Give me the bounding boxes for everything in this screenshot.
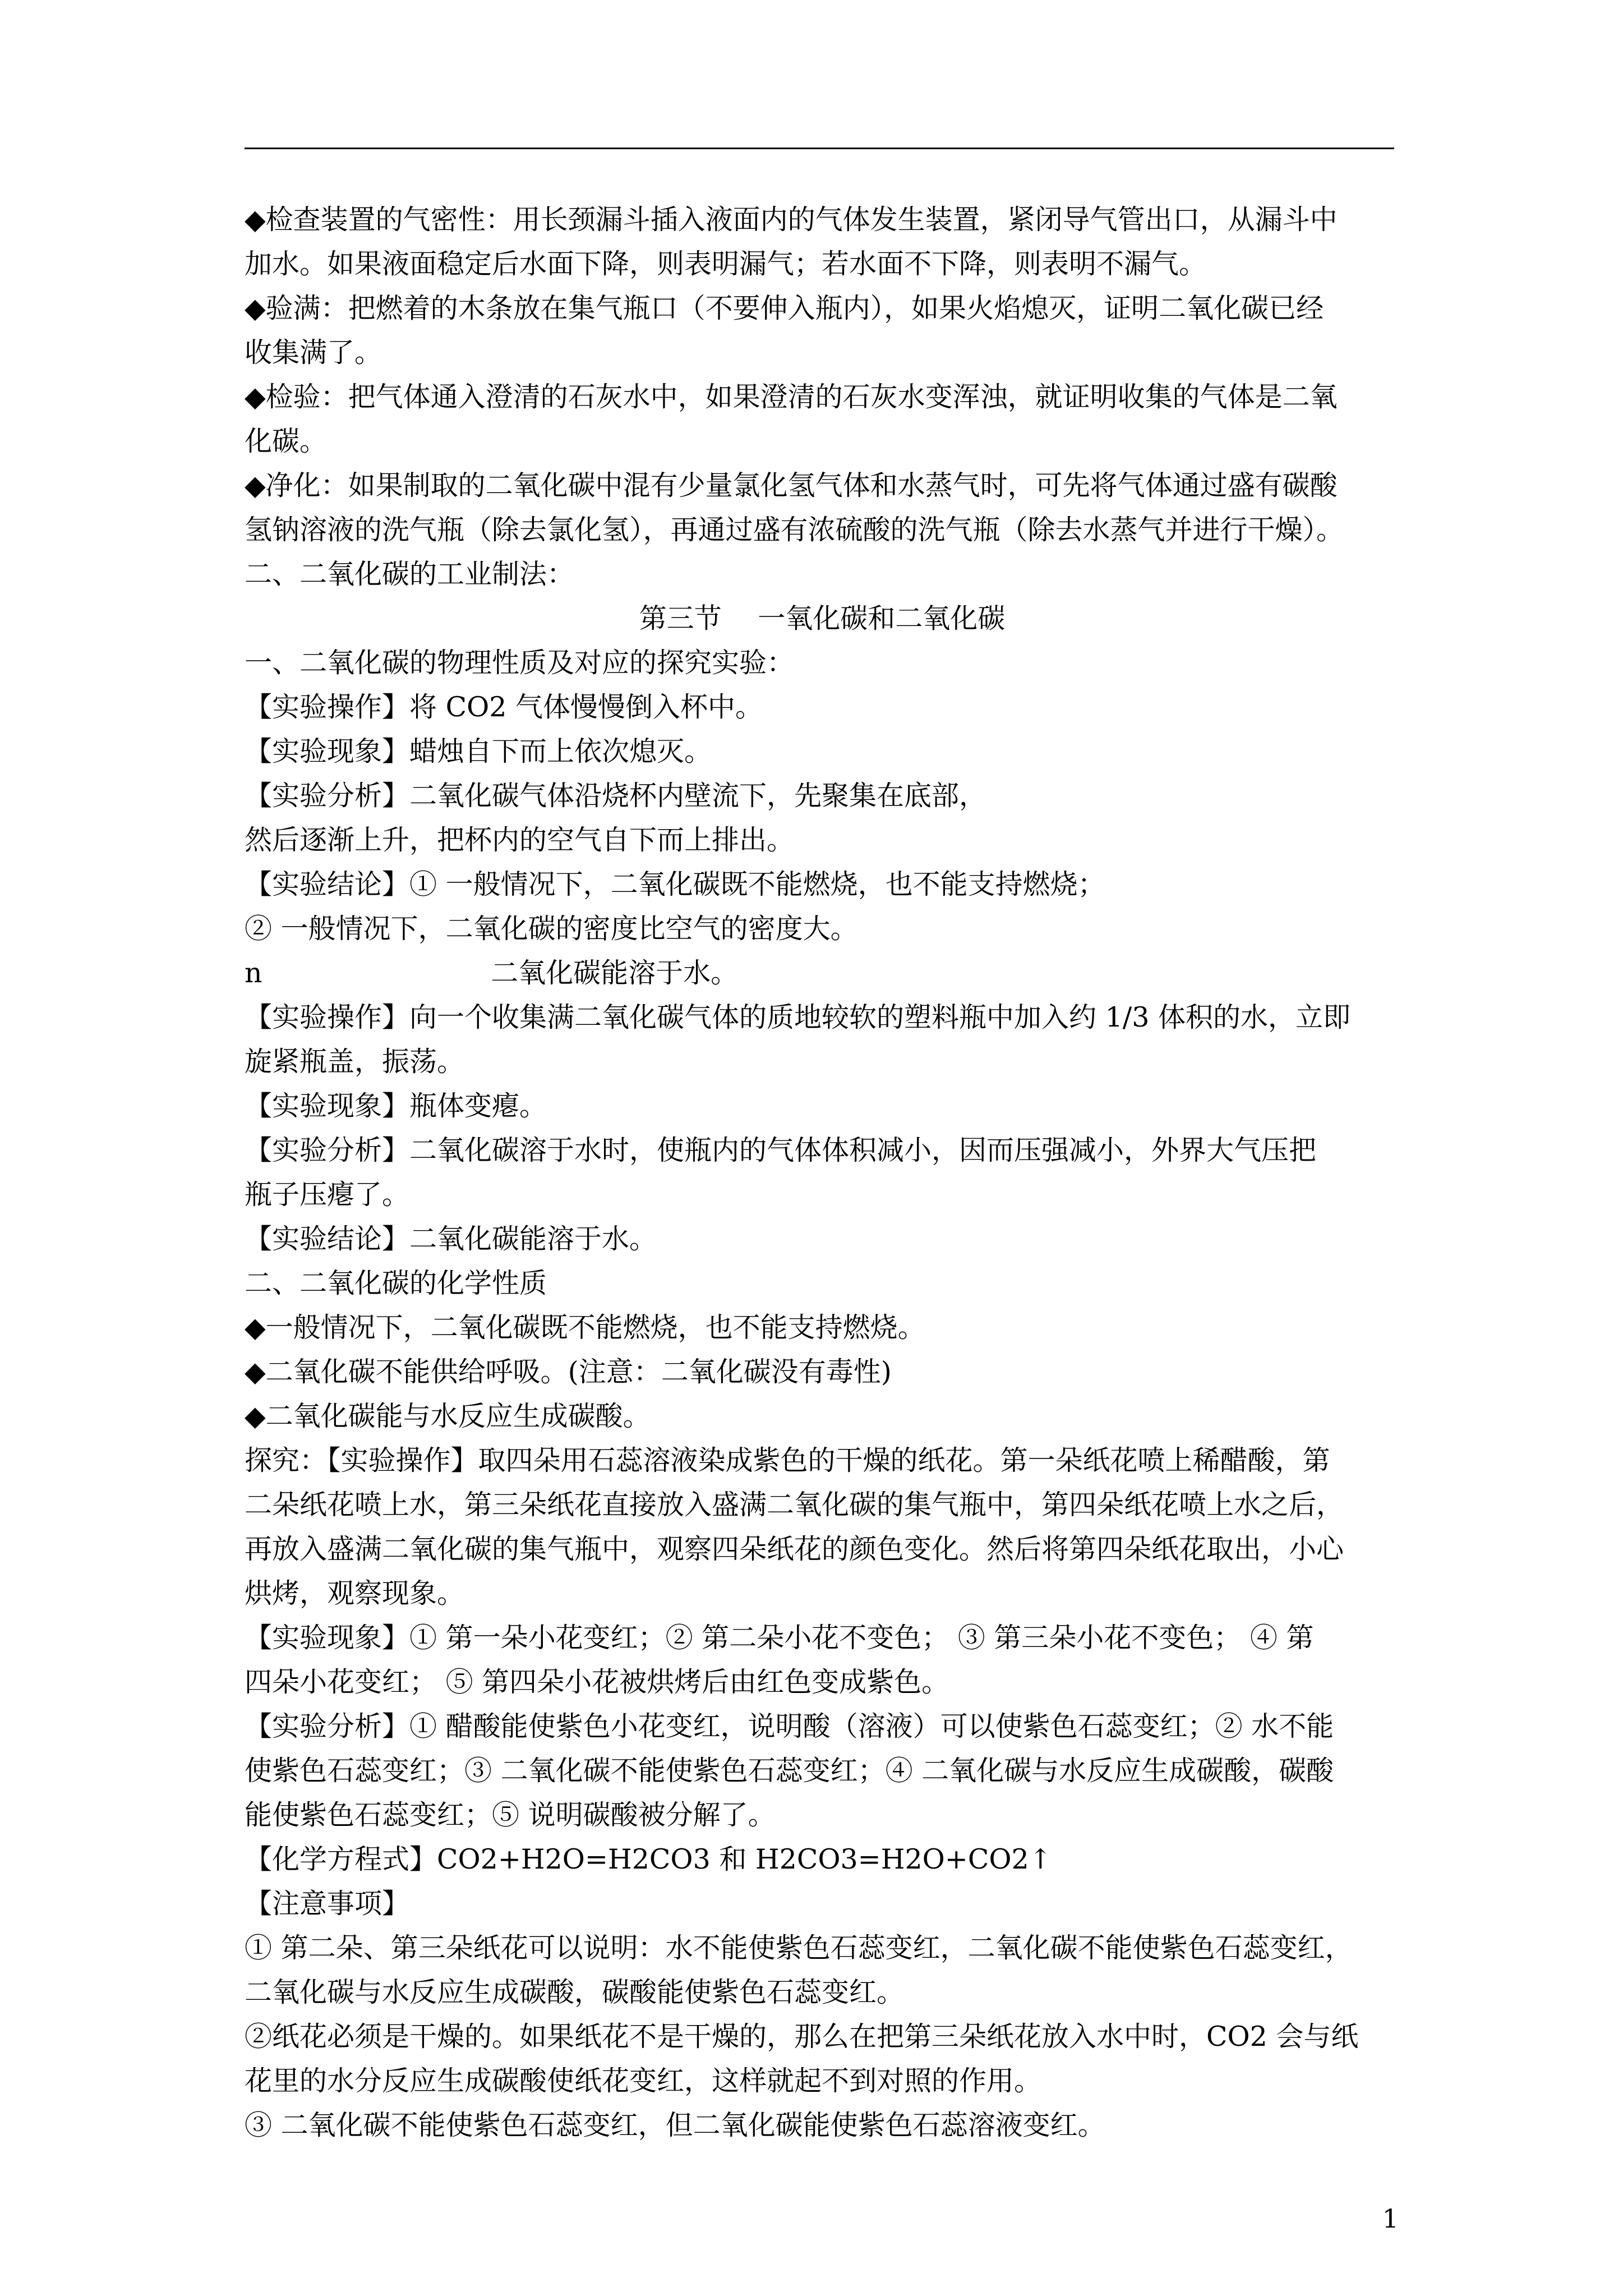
text-line: ② 一般情况下，二氧化碳的密度比空气的密度大。 bbox=[245, 913, 858, 945]
text-line: 探究：【实验操作】取四朵用石蕊溶液染成紫色的干燥的纸花。第一朵纸花喷上稀醋酸，第 bbox=[245, 1444, 1330, 1476]
text-line: 【实验现象】① 第一朵小花变红；② 第二朵小花不变色； ③ 第三朵小花不变色； ④ 第 bbox=[245, 1622, 1314, 1654]
section-heading: 二、二氧化碳的工业制法： bbox=[245, 558, 575, 590]
text-line: ②纸花必须是干燥的。如果纸花不是干燥的，那么在把第三朵纸花放入水中时，CO2 会与纸 bbox=[245, 2021, 1359, 2053]
text-line: 氢钠溶液的洗气瓶（除去氯化氢），再通过盛有浓硫酸的洗气瓶（除去水蒸气并进行干燥）。 bbox=[245, 514, 1344, 546]
text-line: 使紫色石蕊变红；③ 二氧化碳不能使紫色石蕊变红；④ 二氧化碳与水反应生成碳酸，碳酸 bbox=[245, 1755, 1334, 1787]
text-line: 【实验现象】瓶体变瘪。 bbox=[245, 1090, 547, 1122]
text-line: 能使紫色石蕊变红；⑤ 说明碳酸被分解了。 bbox=[245, 1799, 776, 1831]
chapter-title: 第三节 一氧化碳和二氧化碳 bbox=[639, 602, 1006, 634]
text-line: 【实验分析】二氧化碳溶于水时，使瓶内的气体体积减小，因而压强减小，外界大气压把 bbox=[245, 1134, 1317, 1166]
text-line: 烘烤，观察现象。 bbox=[245, 1577, 465, 1609]
text-line: 然后逐渐上升，把杯内的空气自下而上排出。 bbox=[245, 824, 795, 856]
text-line: 【化学方程式】CO2+H2O=H2CO3 和 H2CO3=H2O+CO2↑ bbox=[245, 1843, 1052, 1875]
text-line: 花里的水分反应生成碳酸使纸花变红，这样就起不到对照的作用。 bbox=[245, 2065, 1042, 2097]
text-line: 瓶子压瘪了。 bbox=[245, 1179, 410, 1211]
text-line: 【实验操作】将 CO2 气体慢慢倒入杯中。 bbox=[245, 691, 763, 723]
text-line: ① 第二朵、第三朵纸花可以说明：水不能使紫色石蕊变红，二氧化碳不能使紫色石蕊变红， bbox=[245, 1932, 1353, 1964]
text-line: 收集满了。 bbox=[245, 337, 382, 369]
text-line: ◆二氧化碳能与水反应生成碳酸。 bbox=[245, 1400, 651, 1432]
text-line: 【实验操作】向一个收集满二氧化碳气体的质地较软的塑料瓶中加入约 1/3 体积的水，立即 bbox=[245, 1001, 1351, 1033]
text-line: ◆净化：如果制取的二氧化碳中混有少量氯化氢气体和水蒸气时，可先将气体通过盛有碳酸 bbox=[245, 470, 1338, 501]
text-line: ◆检查装置的气密性：用长颈漏斗插入液面内的气体发生装置，紧闭导气管出口，从漏斗中 bbox=[245, 204, 1338, 236]
text-line: 【实验分析】二氧化碳气体沿烧杯内壁流下，先聚集在底部， bbox=[245, 780, 987, 812]
text-line: 【实验分析】① 醋酸能使紫色小花变红，说明酸（溶液）可以使紫色石蕊变红；② 水不能 bbox=[245, 1710, 1334, 1742]
text-line: ③ 二氧化碳不能使紫色石蕊变红，但二氧化碳能使紫色石蕊溶液变红。 bbox=[245, 2109, 1105, 2141]
text-line: ◆验满：把燃着的木条放在集气瓶口（不要伸入瓶内），如果火焰熄灭，证明二氧化碳已经 bbox=[245, 292, 1324, 324]
text-line: ◆检验：把气体通入澄清的石灰水中，如果澄清的石灰水变浑浊，就证明收集的气体是二氧 bbox=[245, 381, 1338, 413]
text-line: 再放入盛满二氧化碳的集气瓶中，观察四朵纸花的颜色变化。然后将第四朵纸花取出，小心 bbox=[245, 1533, 1344, 1565]
text-line: 【实验结论】二氧化碳能溶于水。 bbox=[245, 1223, 657, 1255]
text-line: 旋紧瓶盖，振荡。 bbox=[245, 1046, 465, 1078]
header-rule bbox=[245, 148, 1394, 149]
document-body bbox=[245, 197, 1400, 2147]
text-line: 二朵纸花喷上水，第三朵纸花直接放入盛满二氧化碳的集气瓶中，第四朵纸花喷上水之后， bbox=[245, 1489, 1344, 1521]
section-heading: 一、二氧化碳的物理性质及对应的探究实验： bbox=[245, 647, 795, 679]
text-line: 加水。如果液面稳定后水面下降，则表明漏气；若水面不下降，则表明不漏气。 bbox=[245, 248, 1207, 280]
text-line: n 二氧化碳能溶于水。 bbox=[245, 957, 739, 989]
page-number: 1 bbox=[1382, 2203, 1399, 2234]
text-line: 化碳。 bbox=[245, 425, 328, 457]
text-line: 四朵小花变红； ⑤ 第四朵小花被烘烤后由红色变成紫色。 bbox=[245, 1666, 949, 1698]
text-line: 【注意事项】 bbox=[245, 1888, 410, 1920]
section-heading: 二、二氧化碳的化学性质 bbox=[245, 1267, 547, 1299]
text-line: 【实验结论】① 一般情况下，二氧化碳既不能燃烧，也不能支持燃烧； bbox=[245, 868, 1105, 900]
text-line: ◆二氧化碳不能供给呼吸。(注意：二氧化碳没有毒性) bbox=[245, 1356, 892, 1388]
text-line: ◆一般情况下，二氧化碳既不能燃烧，也不能支持燃烧。 bbox=[245, 1312, 925, 1343]
text-line: 【实验现象】蜡烛自下而上依次熄灭。 bbox=[245, 735, 712, 767]
text-line: 二氧化碳与水反应生成碳酸，碳酸能使紫色石蕊变红。 bbox=[245, 1976, 905, 2008]
